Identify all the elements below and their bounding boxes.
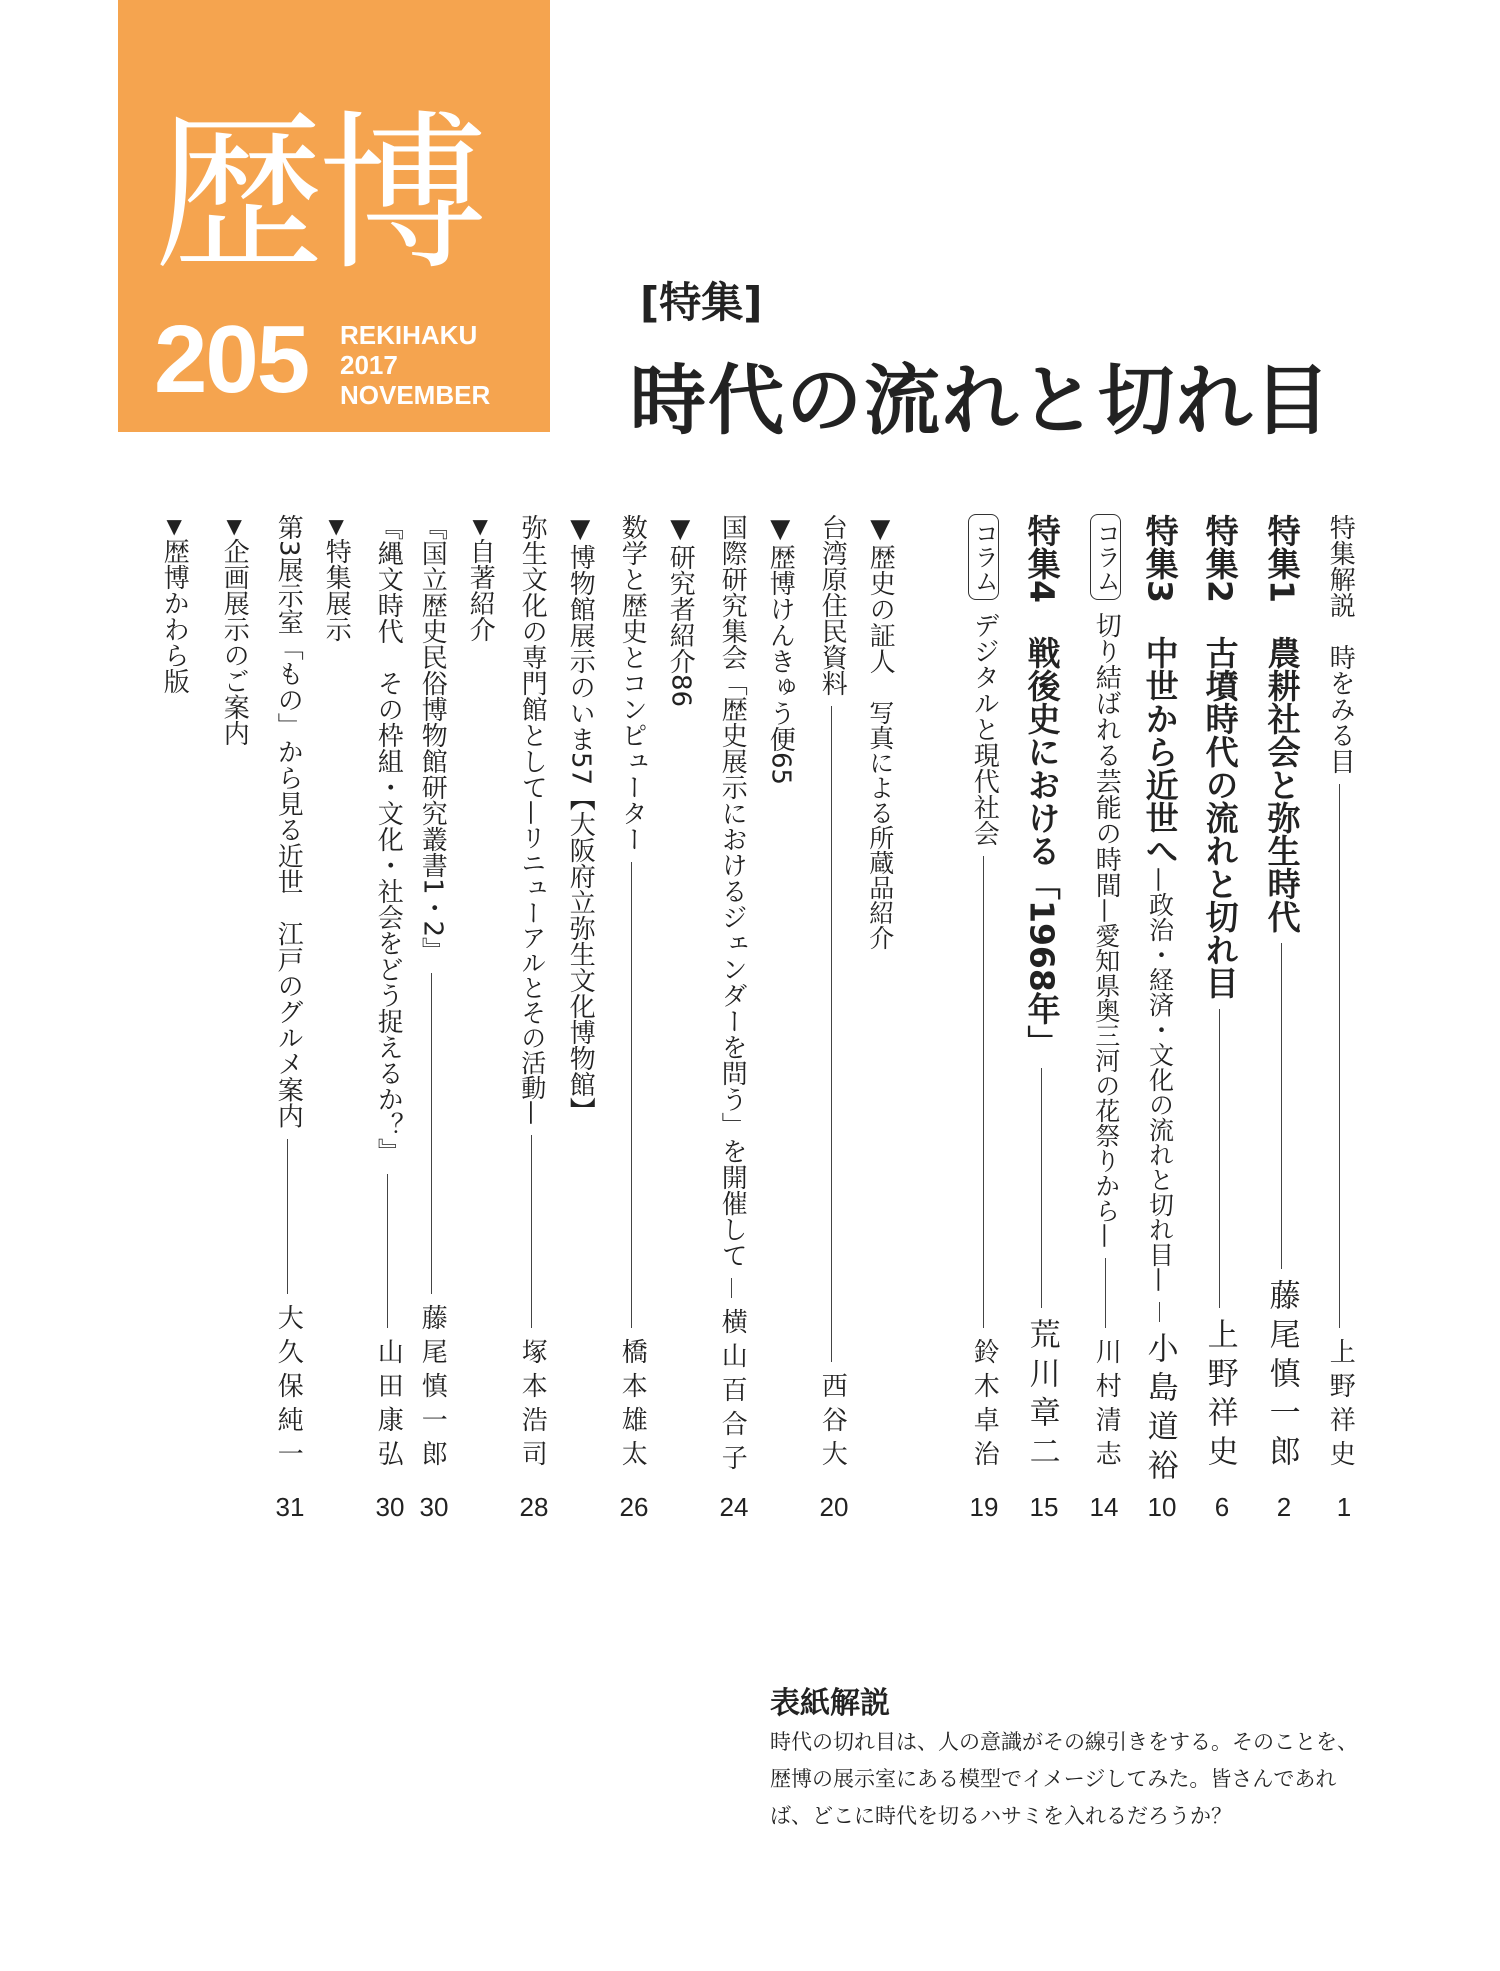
toc-author: 藤尾慎一郎 — [1263, 1279, 1300, 1474]
toc-title: 第3展示室「もの」から見る近世 江戸のグルメ案内 — [273, 514, 304, 1129]
toc-author: 藤尾慎一郎 — [417, 1304, 448, 1474]
leader-line — [1159, 1302, 1160, 1322]
toc-title: 切り結ばれる芸能の時間 — [1091, 612, 1122, 898]
section-heading: 特集展示 — [321, 538, 352, 642]
toc-title: 台湾原住民資料 — [817, 514, 848, 696]
section-marker: ▼ — [324, 514, 349, 538]
section-heading: 自著紹介 — [465, 538, 496, 642]
toc-entry-4[interactable] — [1140, 514, 1180, 1488]
toc-page: 31 — [275, 1492, 305, 1522]
section-heading: 企画展示のご案内 — [219, 538, 250, 746]
leader-line — [983, 856, 984, 1328]
cover-note-heading: 表紙解説 — [770, 1686, 890, 1721]
leader-line — [431, 973, 432, 1294]
section-marker: ▼ — [222, 514, 247, 538]
toc-author: 西谷大 — [817, 1372, 848, 1474]
toc-title: 中世から近世へ — [1140, 635, 1180, 867]
section-heading: ▼歴史の証人 — [865, 514, 896, 700]
section-heading-researcher — [665, 514, 696, 1474]
toc-entry-9[interactable] — [717, 514, 748, 1478]
toc-author: 川村清志 — [1091, 1338, 1122, 1474]
toc-author: 上野祥史 — [1201, 1318, 1238, 1474]
toc-title: 国際研究集会「歴史展示におけるジェンダーを問う」を開催して — [717, 514, 748, 1268]
leader-line — [287, 1139, 288, 1294]
toc-author: 上野祥史 — [1325, 1338, 1356, 1474]
leader-line — [531, 1135, 532, 1328]
toc-author: 山田康弘 — [373, 1338, 404, 1474]
leader-line — [1339, 784, 1340, 1328]
section-heading: ▼博物館展示のいま — [565, 514, 596, 752]
toc-entry-10[interactable] — [617, 514, 648, 1474]
toc-title: 農耕社会と弥生時代 — [1262, 635, 1302, 933]
toc-page: 14 — [1089, 1492, 1119, 1522]
toc-entry-14[interactable] — [273, 514, 304, 1474]
toc-title: 『国立歴史民俗博物館研究叢書1・2』 — [417, 514, 448, 964]
section-heading-own-book — [465, 514, 496, 1474]
leader-line — [631, 862, 632, 1328]
section-number: 65 — [765, 752, 796, 786]
logo-year: 2017 — [340, 350, 398, 380]
toc-page: 24 — [719, 1492, 749, 1522]
toc-prefix: 特集解説 — [1325, 514, 1356, 644]
toc-entry-2[interactable] — [1262, 514, 1302, 1474]
toc-title: 古墳時代の流れと切れ目 — [1200, 635, 1240, 999]
toc-prefix: 特集3 — [1140, 514, 1180, 636]
section-number: 86 — [665, 674, 696, 708]
toc-prefix: 特集1 — [1262, 514, 1302, 636]
toc-page: 30 — [419, 1492, 449, 1522]
toc-page: 1 — [1336, 1492, 1352, 1522]
toc-entry-13[interactable] — [373, 514, 404, 1474]
toc-entry-12[interactable] — [417, 514, 448, 1474]
leader-line — [731, 1278, 732, 1298]
logo-kanji: 歴博 — [154, 96, 483, 294]
section-heading: ▼研究者紹介 — [665, 514, 696, 674]
column-badge: コラム — [968, 514, 999, 600]
section-heading: ▼歴博けんきゅう便 — [765, 514, 796, 752]
toc-author: 横山百合子 — [717, 1308, 748, 1478]
toc-title: デジタルと現代社会 — [969, 612, 1000, 846]
leader-line — [831, 706, 832, 1362]
leader-line — [1041, 1068, 1042, 1308]
toc-page: 15 — [1029, 1492, 1059, 1522]
feature-title: 時代の流れと切れ目 — [630, 356, 1332, 445]
leader-line — [1219, 1009, 1220, 1308]
section-heading-museum-now — [565, 514, 596, 1474]
section-heading-special-exhibit — [321, 514, 352, 1474]
cover-note-text: 時代の切れ目は、人の意識がその線引きをする。そのことを、歴博の展示室にある模型でイメージしてみた。皆さんであれば、どこに時代を切るハサミを入れるだろうか？ — [770, 1730, 1358, 1828]
leader-line — [387, 1174, 388, 1328]
toc-entry-5[interactable] — [1090, 514, 1121, 1474]
toc-page: 19 — [969, 1492, 999, 1522]
section-heading: 歴博かわら版 — [159, 538, 190, 694]
toc-page: 2 — [1276, 1492, 1292, 1522]
toc-author: 大久保純一 — [273, 1304, 304, 1474]
toc-page: 6 — [1214, 1492, 1230, 1522]
section-subtitle: 57【大阪府立弥生文化博物館】 — [565, 752, 596, 1124]
toc-page: 26 — [619, 1492, 649, 1522]
feature-label: [特集] — [640, 278, 763, 327]
toc-prefix: 特集2 — [1200, 514, 1240, 636]
toc-entry-7[interactable] — [968, 514, 999, 1474]
section-marker: ▼ — [162, 514, 187, 538]
column-badge: コラム — [1090, 514, 1121, 600]
issue-number: 205 — [154, 306, 309, 413]
toc-subtitle: —政治・経済・文化の流れと切れ目— — [1145, 866, 1175, 1292]
logo-name-en: REKIHAKU — [340, 320, 478, 350]
logo-month: NOVEMBER — [340, 380, 491, 410]
toc-page: 28 — [519, 1492, 549, 1522]
leader-line — [1105, 1258, 1106, 1328]
toc-entry-3[interactable] — [1200, 514, 1240, 1474]
toc-prefix: 特集4 — [1022, 514, 1062, 636]
toc-entry-1[interactable] — [1325, 514, 1356, 1474]
toc-page: 30 — [375, 1492, 405, 1522]
toc-subtitle: —愛知県奥三河の花祭りから— — [1091, 898, 1121, 1248]
leader-line — [1281, 943, 1282, 1269]
toc-author: 橋本雄太 — [617, 1338, 648, 1474]
toc-author: 荒川章二 — [1023, 1318, 1060, 1474]
toc-entry-8[interactable] — [817, 514, 848, 1474]
section-heading-history-witness — [865, 514, 896, 1474]
toc-title: 『縄文時代 その枠組・文化・社会をどう捉えるか？』 — [373, 514, 404, 1164]
toc-page: 10 — [1147, 1492, 1177, 1522]
toc-title: 時をみる目 — [1325, 644, 1356, 774]
toc-page: 20 — [819, 1492, 849, 1522]
toc-author: 鈴木卓治 — [969, 1338, 1000, 1474]
toc-entry-exhibition-guide[interactable] — [219, 514, 250, 1474]
toc-entry-kawaraban[interactable] — [159, 514, 190, 1474]
section-subtitle: 写真による所蔵品紹介 — [865, 700, 895, 950]
toc-entry-6[interactable] — [1022, 514, 1062, 1474]
toc-title: 弥生文化の専門館として — [517, 514, 548, 800]
toc-title: 戦後史における「1968年」 — [1022, 635, 1062, 1058]
section-heading-research-mail — [765, 514, 796, 1474]
toc-entry-11[interactable] — [517, 514, 548, 1474]
toc-subtitle: —リニューアルとその活動— — [517, 800, 547, 1125]
section-marker: ▼ — [468, 514, 493, 538]
toc-author: 小島道裕 — [1141, 1331, 1178, 1488]
toc-author: 塚本浩司 — [517, 1338, 548, 1474]
toc-title: 数学と歴史とコンピューター — [617, 514, 648, 852]
